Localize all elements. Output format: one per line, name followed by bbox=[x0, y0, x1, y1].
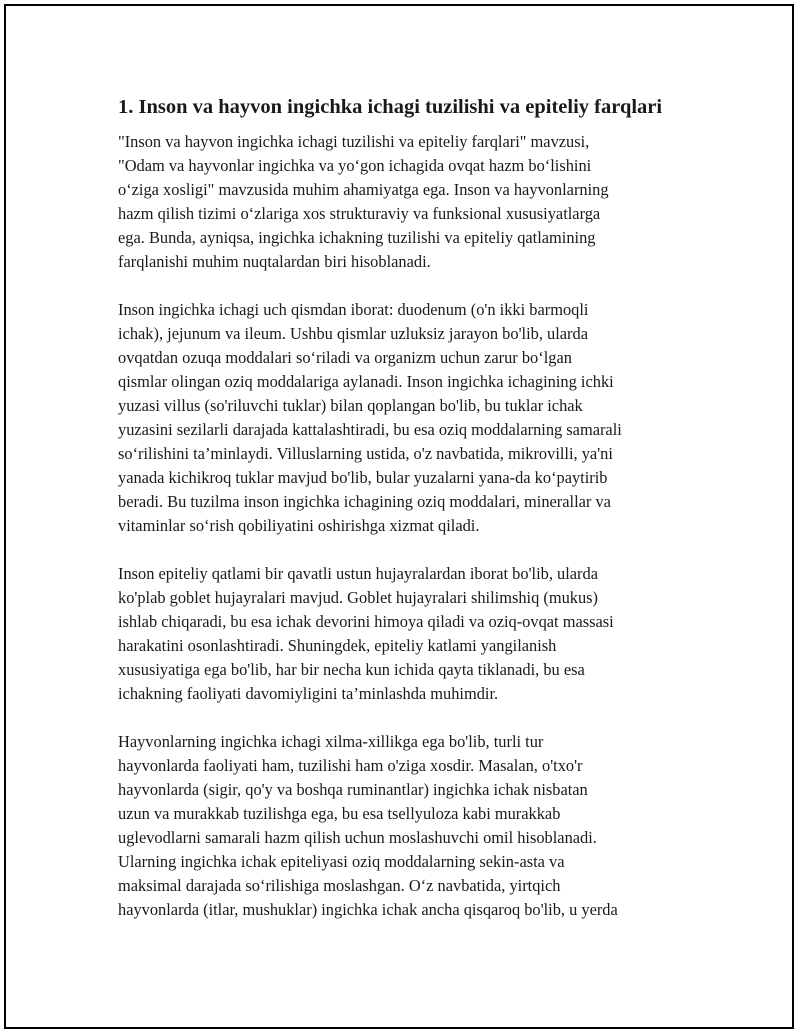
text-line: Inson ingichka ichagi uch qismdan iborat: duodenum (o'n ikki barmoqli bbox=[118, 300, 589, 319]
text-line: yuzasi villus (so'riluvchi tuklar) bilan qoplangan bo'lib, bu tuklar ichak bbox=[118, 396, 583, 415]
paragraph-human-intestine bbox=[118, 298, 688, 538]
text-line: "Odam va hayvonlar ingichka va yo‘gon ichagida ovqat hazm bo‘lishini bbox=[118, 156, 592, 175]
text-line: farqlanishi muhim nuqtalardan biri hisoblanadi. bbox=[118, 252, 431, 271]
text-line: hazm qilish tizimi o‘zlariga xos strukturaviy va funksional xususiyatlarga bbox=[118, 204, 601, 223]
text-line: yuzasini sezilarli darajada kattalashtiradi, bu esa oziq moddalarning samarali bbox=[118, 420, 622, 439]
text-line: "Inson va hayvon ingichka ichagi tuzilishi va epiteliy farqlari" mavzusi, bbox=[118, 132, 590, 151]
text-line: hayvonlarda (itlar, mushuklar) ingichka ichak ancha qisqaroq bo'lib, u yerda bbox=[118, 900, 618, 919]
text-line: ko'plab goblet hujayralari mavjud. Goblet hujayralari shilimshiq (mukus) bbox=[118, 588, 599, 607]
text-line: ovqatdan ozuqa moddalari so‘riladi va organizm uchun zarur bo‘lgan bbox=[118, 348, 572, 367]
paragraph-human-epithelium bbox=[118, 562, 688, 706]
text-line: vitaminlar so‘rish qobiliyatini oshirishga xizmat qiladi. bbox=[118, 516, 480, 535]
paragraph-animal-intestine bbox=[118, 730, 688, 922]
text-line: Hayvonlarning ingichka ichagi xilma-xillikga ega bo'lib, turli tur bbox=[118, 732, 544, 751]
text-line: hayvonlarda (sigir, qo'y va boshqa ruminantlar) ingichka ichak nisbatan bbox=[118, 780, 588, 799]
text-line: xususiyatiga ega bo'lib, har bir necha kun ichida qayta tiklanadi, bu esa bbox=[118, 660, 585, 679]
text-line: ichakning faoliyati davomiyligini ta’minlashda muhimdir. bbox=[118, 684, 499, 703]
text-line: so‘rilishini ta’minlaydi. Villuslarning ustida, o'z navbatida, mikrovilli, ya'ni bbox=[118, 444, 613, 463]
text-line: ega. Bunda, ayniqsa, ingichka ichakning tuzilishi va epiteliy qatlamining bbox=[118, 228, 596, 247]
document-body bbox=[118, 94, 688, 946]
text-line: Ularning ingichka ichak epiteliyasi oziq moddalarning sekin-asta va bbox=[118, 852, 565, 871]
text-line: maksimal darajada so‘rilishiga moslashgan. O‘z navbatida, yirtqich bbox=[118, 876, 561, 895]
text-line: Inson epiteliy qatlami bir qavatli ustun hujayralardan iborat bo'lib, ularda bbox=[118, 564, 598, 583]
text-line: harakatini osonlashtiradi. Shuningdek, epiteliy katlami yangilanish bbox=[118, 636, 557, 655]
text-line: o‘ziga xosligi" mavzusida muhim ahamiyatga ega. Inson va hayvonlarning bbox=[118, 180, 609, 199]
text-line: uglevodlarni samarali hazm qilish uchun moslashuvchi omil hisoblanadi. bbox=[118, 828, 597, 847]
text-line: uzun va murakkab tuzilishga ega, bu esa tsellyuloza kabi murakkab bbox=[118, 804, 561, 823]
section-heading: 1. Inson va hayvon ingichka ichagi tuzilishi va epiteliy farqlari bbox=[118, 96, 663, 118]
text-line: qismlar olingan oziq moddalariga aylanadi. Inson ingichka ichagining ichki bbox=[118, 372, 614, 391]
text-line: hayvonlarda faoliyati ham, tuzilishi ham o'ziga xosdir. Masalan, o'txo'r bbox=[118, 756, 583, 775]
text-line: ishlab chiqaradi, bu esa ichak devorini himoya qiladi va oziq-ovqat massasi bbox=[118, 612, 614, 631]
text-line: yanada kichikroq tuklar mavjud bo'lib, bular yuzalarni yana-da ko‘paytirib bbox=[118, 468, 608, 487]
text-line: beradi. Bu tuzilma inson ingichka ichagining oziq moddalari, minerallar va bbox=[118, 492, 611, 511]
text-line: ichak), jejunum va ileum. Ushbu qismlar uzluksiz jarayon bo'lib, ularda bbox=[118, 324, 588, 343]
paragraph-intro bbox=[118, 130, 688, 274]
